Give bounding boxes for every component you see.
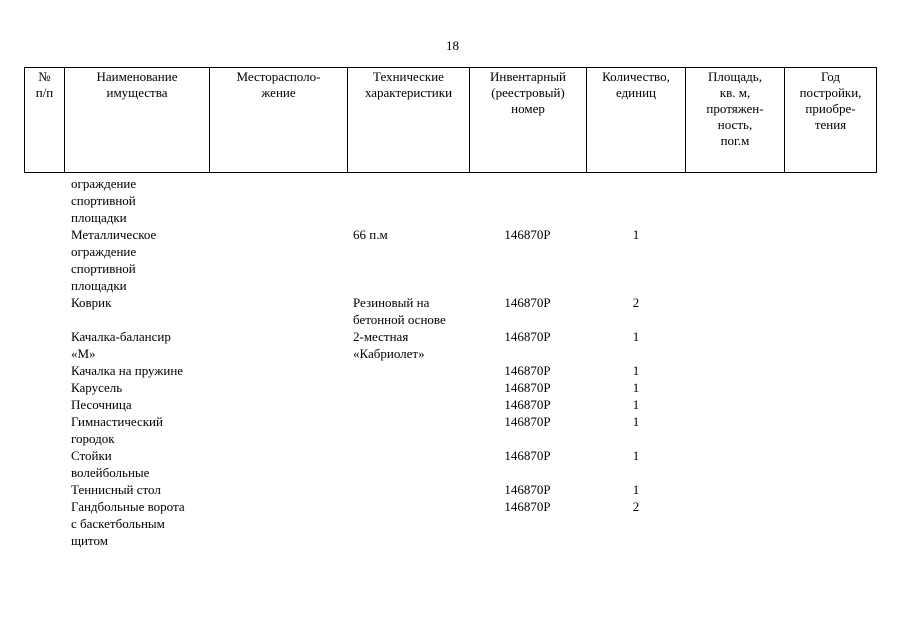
cell-quantity: 1	[632, 397, 640, 412]
cell-inventory: 146870Р	[504, 295, 551, 310]
table-row	[0, 396, 905, 413]
cell-quantity: 1	[632, 363, 640, 378]
cell-name: Качалка-балансир «М»	[71, 329, 171, 361]
cell-inventory: 146870Р	[504, 397, 551, 412]
cell-quantity: 1	[632, 329, 640, 344]
table-row	[0, 328, 905, 362]
header-location: Месторасполо- жение	[210, 68, 348, 173]
table-row	[0, 413, 905, 447]
cell-name: ограждение спортивной площадки	[71, 176, 137, 225]
table-row	[0, 447, 905, 481]
table-body	[0, 175, 905, 549]
table-row	[0, 294, 905, 328]
header-inventory: Инвентарный (реестровый) номер	[470, 68, 587, 173]
cell-quantity: 2	[632, 295, 640, 310]
header-tech: Технические характеристики	[348, 68, 470, 173]
header-num: № п/п	[25, 68, 65, 173]
cell-quantity: 1	[632, 414, 640, 429]
header-name: Наименование имущества	[65, 68, 210, 173]
cell-quantity: 1	[632, 448, 640, 463]
cell-name: Карусель	[71, 380, 123, 395]
cell-name: Коврик	[71, 295, 112, 310]
cell-quantity: 1	[632, 482, 640, 497]
cell-tech: 2-местная «Кабриолет»	[353, 329, 425, 361]
cell-inventory: 146870Р	[504, 363, 551, 378]
cell-inventory: 146870Р	[504, 380, 551, 395]
cell-inventory: 146870Р	[504, 227, 551, 242]
table-row	[0, 226, 905, 294]
cell-name: Качалка на пружине	[71, 363, 184, 378]
cell-inventory: 146870Р	[504, 482, 551, 497]
header-area: Площадь, кв. м, протяжен- ность, пог.м	[686, 68, 785, 173]
cell-inventory: 146870Р	[504, 329, 551, 344]
cell-quantity: 1	[632, 227, 640, 242]
table-row	[0, 175, 905, 226]
cell-name: Гимнастический городок	[71, 414, 163, 446]
cell-tech: 66 п.м	[353, 227, 388, 242]
table-header	[24, 67, 877, 173]
table-row	[0, 481, 905, 498]
cell-name: Стойки волейбольные	[71, 448, 150, 480]
table-row	[0, 498, 905, 549]
cell-tech: Резиновый на бетонной основе	[353, 295, 446, 327]
cell-name: Металлическое ограждение спортивной площадки	[71, 227, 157, 293]
cell-inventory: 146870Р	[504, 499, 551, 514]
cell-quantity: 1	[632, 380, 640, 395]
page-number: 18	[446, 38, 459, 53]
header-year: Год постройки, приобре- тения	[785, 68, 877, 173]
header-row	[25, 68, 877, 173]
table-row	[0, 379, 905, 396]
table-row	[0, 362, 905, 379]
cell-inventory: 146870Р	[504, 448, 551, 463]
cell-quantity: 2	[632, 499, 640, 514]
cell-inventory: 146870Р	[504, 414, 551, 429]
cell-name: Гандбольные ворота с баскетбольным щитом	[71, 499, 185, 548]
header-quantity: Количество, единиц	[587, 68, 686, 173]
cell-name: Песочница	[71, 397, 132, 412]
cell-name: Теннисный стол	[71, 482, 161, 497]
